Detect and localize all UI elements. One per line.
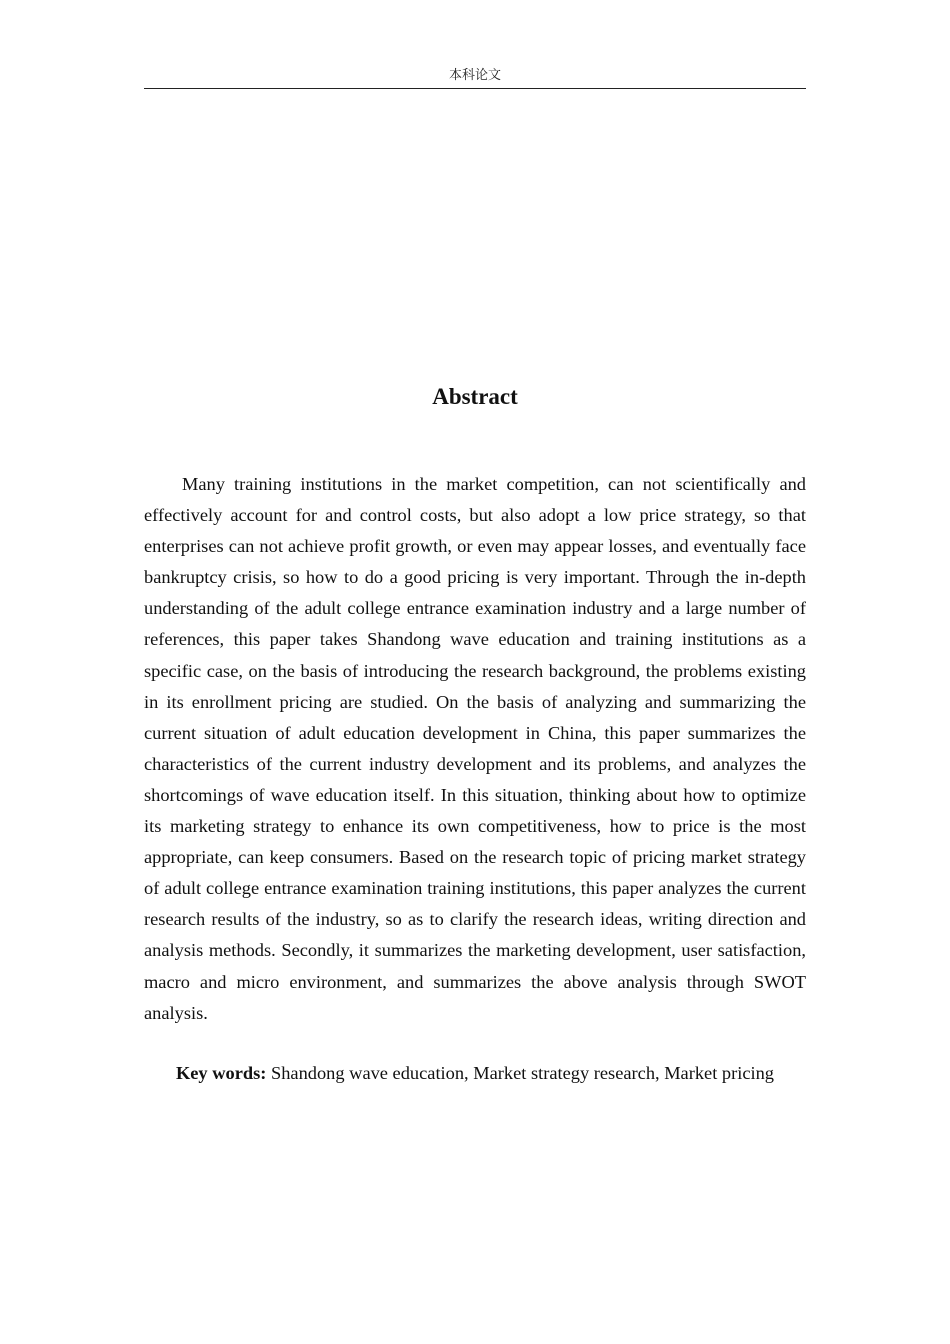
keywords-label: Key words: — [175, 1063, 267, 1083]
keywords-line — [144, 1058, 806, 1089]
running-title: 本科论文 — [448, 68, 501, 83]
abstract-body: Many training institutions in the market competition, can not scientifically and effectively account for and control costs, but also adopt a low price strategy, so that enterprises can not achieve profit growth, or even may appear losses, and eventually face bankruptcy crisis, so how to do a good pricing is very important. Through the in-depth understanding of the adult college entrance examination industry and a large number of references, this paper takes Shandong wave education and training institutions as a specific case, on the basis of introducing the research background, the problems existing in its enrollment pricing are studied. On the basis of analyzing and summarizing the current situation of adult education development in China, this paper summarizes the characteristics of the current industry development and its problems, and analyzes the shortcomings of wave education itself. In this situation, thinking about how to optimize its marketing strategy to enhance its own competitiveness, how to price is the most appropriate, can keep consumers. Based on the research topic of pricing market strategy of adult college entrance examination training institutions, this paper analyzes the current research results of the industry, so as to clarify the research ideas, writing direction and analysis methods. Secondly, it summarizes the marketing development, user satisfaction, macro and micro environment, and summarizes the above analysis through SWOT analysis. — [144, 474, 806, 1023]
page-header — [144, 64, 806, 89]
keywords-text: Shandong wave education, Market strategy research, Market pricing — [271, 1063, 775, 1083]
abstract-title: Abstract — [432, 384, 518, 409]
